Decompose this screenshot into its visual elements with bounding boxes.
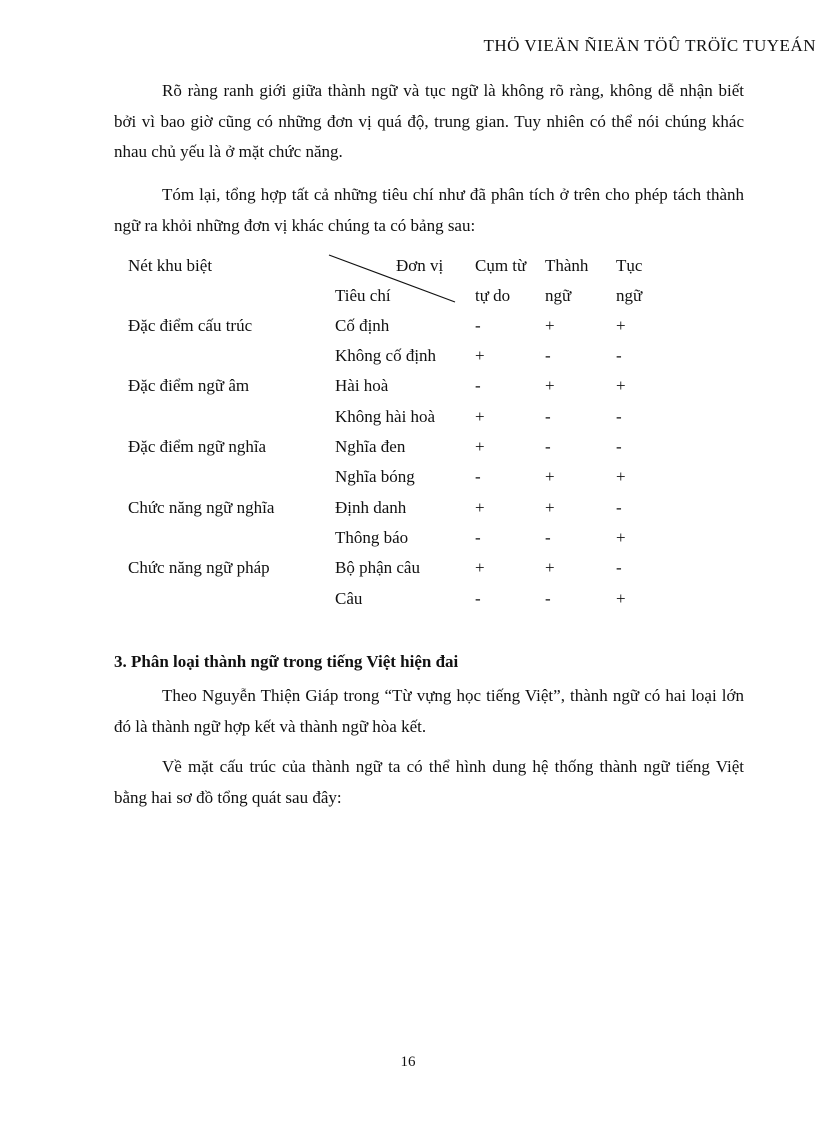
row-value-proverb: +	[616, 528, 626, 547]
row-feature: Chức năng ngữ pháp	[128, 558, 270, 577]
row-value-free-phrase: -	[475, 467, 481, 486]
row-criterion: Không hài hoà	[335, 407, 436, 426]
paragraph-text: Về mặt cấu trúc của thành ngữ ta có thể hình dung hệ thống thành ngữ tiếng Việt bằng hai sơ đồ tổng quát sau đây:	[114, 757, 744, 807]
row-criterion: Bộ phận câu	[335, 558, 420, 577]
row-feature: Đặc điểm cấu trúc	[128, 316, 253, 335]
row-value-idiom: -	[545, 346, 551, 365]
row-value-free-phrase: +	[475, 498, 485, 517]
row-criterion: Không cố định	[335, 346, 437, 365]
row-feature: Đặc điểm ngữ nghĩa	[128, 437, 267, 456]
row-criterion: Cố định	[335, 316, 390, 335]
row-value-idiom: +	[545, 558, 555, 577]
row-value-free-phrase: +	[475, 437, 485, 456]
row-value-free-phrase: +	[475, 346, 485, 365]
row-criterion: Định danh	[335, 498, 407, 517]
row-feature: Chức năng ngữ nghĩa	[128, 498, 275, 517]
row-criterion: Thông báo	[335, 528, 409, 547]
header-criterion: Tiêu chí	[335, 286, 391, 305]
row-value-idiom: -	[545, 589, 551, 608]
header-feature: Nét khu biệt	[128, 256, 213, 275]
row-value-proverb: -	[616, 407, 622, 426]
section-heading: 3. Phân loại thành ngữ trong tiếng Việt hiện đai	[114, 652, 459, 671]
row-criterion: Nghĩa đen	[335, 437, 406, 456]
header-unit: Đơn vị	[396, 256, 444, 275]
row-value-idiom: +	[545, 498, 555, 517]
row-value-free-phrase: +	[475, 558, 485, 577]
header-col1-line1: Cụm từ	[475, 256, 527, 275]
row-feature: Đặc điểm ngữ âm	[128, 376, 250, 395]
row-value-free-phrase: -	[475, 316, 481, 335]
paragraph-structure	[114, 752, 744, 813]
row-value-idiom: -	[545, 528, 551, 547]
header-col2-line2: ngữ	[545, 286, 572, 305]
row-value-proverb: +	[616, 376, 626, 395]
row-value-free-phrase: -	[475, 528, 481, 547]
header-col3-line2: ngữ	[616, 286, 643, 305]
row-value-idiom: -	[545, 407, 551, 426]
row-value-proverb: -	[616, 346, 622, 365]
row-value-free-phrase: +	[475, 407, 485, 426]
row-value-proverb: -	[616, 437, 622, 456]
row-value-proverb: +	[616, 316, 626, 335]
paragraph-text: Theo Nguyễn Thiện Giáp trong “Từ vựng học tiếng Việt”, thành ngữ có hai loại lớn đó là thành ngữ hợp kết và thành ngữ hòa kết.	[114, 686, 744, 736]
row-value-proverb: -	[616, 498, 622, 517]
row-value-idiom: -	[545, 437, 551, 456]
row-value-proverb: +	[616, 467, 626, 486]
header-col1-line2: tự do	[475, 286, 511, 305]
row-value-proverb: +	[616, 589, 626, 608]
paragraph-text: Rõ ràng ranh giới giữa thành ngữ và tục ngữ là không rõ ràng, không dễ nhận biết bởi vì bao giờ cũng có những đơn vị quá độ, trung gian. Tuy nhiên có thể nói chúng khác nhau chủ yếu là ở mặt chức năng.	[114, 81, 744, 161]
row-criterion: Nghĩa bóng	[335, 467, 415, 486]
row-criterion: Hài hoà	[335, 376, 389, 395]
row-value-free-phrase: -	[475, 376, 481, 395]
row-value-free-phrase: -	[475, 589, 481, 608]
page-number: 16	[400, 1054, 416, 1070]
row-value-idiom: +	[545, 376, 555, 395]
header-col3-line1: Tục	[616, 256, 643, 275]
paragraph-text: Tóm lại, tổng hợp tất cả những tiêu chí như đã phân tích ở trên cho phép tách thành ngữ ra khỏi những đơn vị khác chúng ta có bảng sau:	[114, 185, 744, 235]
header-col2-line1: Thành	[545, 256, 589, 275]
paragraph-classification	[114, 681, 744, 742]
row-criterion: Câu	[335, 589, 363, 608]
row-value-idiom: +	[545, 467, 555, 486]
row-value-proverb: -	[616, 558, 622, 577]
diagonal-divider	[328, 254, 458, 304]
page-header: THÖ VIEÄN ÑIEÄN TÖÛ TRÖÏC TUYEÁN	[483, 36, 816, 55]
row-value-idiom: +	[545, 316, 555, 335]
